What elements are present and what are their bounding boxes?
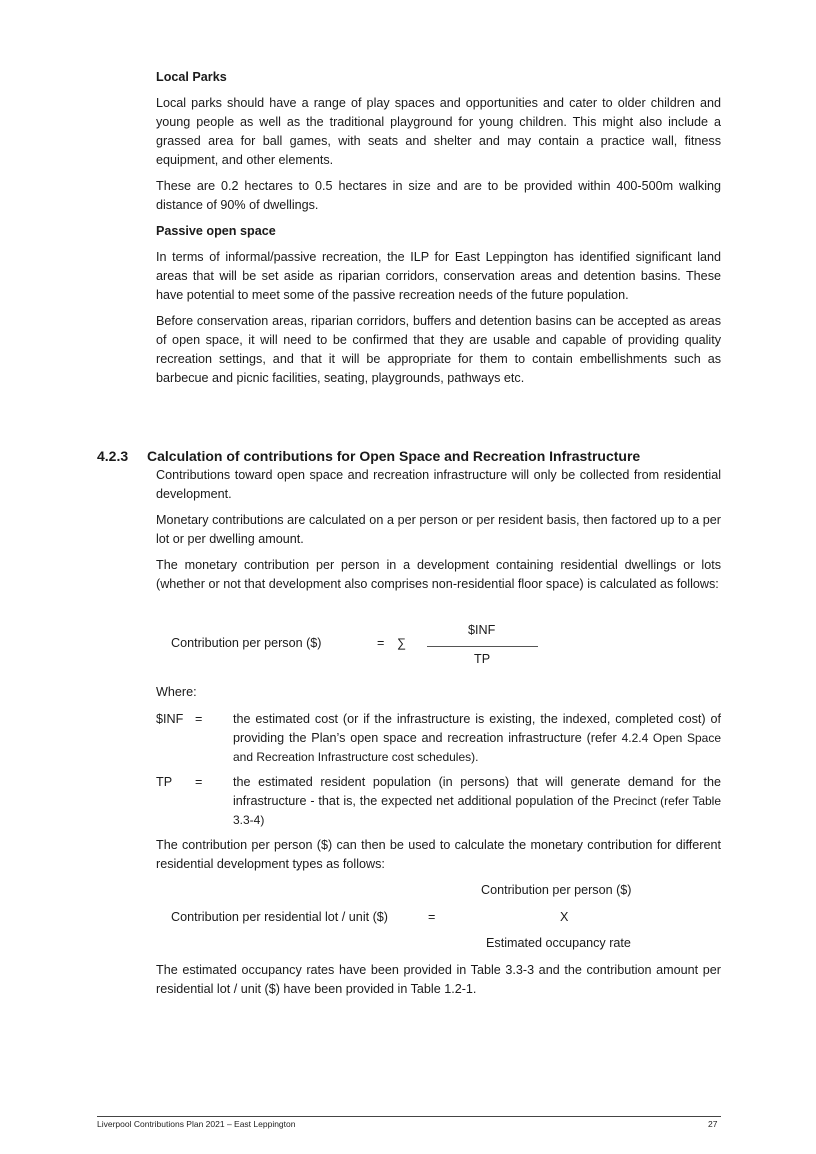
- closing-block: [156, 961, 721, 999]
- page-number: 27: [708, 1119, 718, 1129]
- section-paragraph-3: The monetary contribution per person in a development containing residential dwellings or lots (whether or not that development also comprises non-residential floor space) is calculated as follows:: [156, 558, 721, 591]
- after-block: [156, 836, 721, 874]
- formula2-multiply: X: [560, 910, 569, 924]
- formula1-lhs: Contribution per person ($): [171, 636, 322, 650]
- passive-heading: Passive open space: [156, 224, 276, 238]
- tp-definition-ref: Precinct (refer Table 3.3-4): [233, 794, 722, 827]
- inf-definition-text: the estimated cost (or if the infrastructure is existing, the indexed, completed cost) of providing the Plan’s open space and recreation infrastructure (refer: [233, 712, 721, 745]
- inf-term: $INF: [156, 712, 184, 726]
- closing-paragraph: The estimated occupancy rates have been provided in Table 3.3-3 and the contribution amount per residential lot / unit ($) have been provided in Table 1.2-1.: [156, 963, 721, 996]
- section-number: 4.2.3: [97, 448, 129, 464]
- formula2-top: Contribution per person ($): [481, 883, 632, 897]
- local-parks-heading: Local Parks: [156, 70, 227, 84]
- formula1-numerator: $INF: [468, 623, 496, 637]
- tp-equals: =: [195, 775, 203, 789]
- inf-definition: [233, 710, 721, 767]
- formula2-bottom: Estimated occupancy rate: [486, 936, 631, 950]
- section-title: Calculation of contributions for Open Space and Recreation Infrastructure: [147, 448, 641, 464]
- tp-term: TP: [156, 775, 173, 789]
- footer-rule: [97, 1116, 721, 1117]
- section-heading: [97, 448, 640, 464]
- formula1-equals: =: [377, 636, 385, 650]
- passive-paragraph-1: In terms of informal/passive recreation, the ILP for East Leppington has identified significant land areas that will be set aside as riparian corridors, conservation areas and detention basins. These have potential to meet some of the passive recreation needs of the future population.: [156, 250, 721, 302]
- footer-title: Liverpool Contributions Plan 2021 – East Leppington: [97, 1119, 296, 1129]
- local-parks-paragraph-1: Local parks should have a range of play spaces and opportunities and cater to older children and young people as well as the traditional playground for young children. This might also include a grassed area for ball games, with seats and shelter and may contain a practice wall, fitness equipment, and other elements.: [156, 96, 721, 167]
- sigma-symbol: ∑: [397, 636, 406, 650]
- tp-definition: [233, 773, 721, 830]
- formula1-denominator: TP: [474, 652, 491, 666]
- local-parks-paragraph-2: These are 0.2 hectares to 0.5 hectares in size and are to be provided within 400-500m walking distance of 90% of dwellings.: [156, 179, 721, 212]
- local-parks-block: [156, 68, 721, 388]
- formula2-equals: =: [428, 910, 436, 924]
- formula2-lhs: Contribution per residential lot / unit ($): [171, 910, 389, 924]
- section-body: [156, 466, 721, 594]
- inf-definition-ref: 4.2.4 Open Space and Recreation Infrastructure cost schedules).: [233, 731, 721, 764]
- passive-paragraph-2: Before conservation areas, riparian corridors, buffers and detention basins can be accepted as areas of open space, it will need to be confirmed that they are usable and capable of providing quality recreation settings, and that it will be appropriate for them to contain embellishments such as barbecue and picnic facilities, seating, playgrounds, pathways etc.: [156, 314, 721, 385]
- where-label: Where:: [156, 685, 197, 699]
- after-paragraph: The contribution per person ($) can then be used to calculate the monetary contribution for different residential development types as follows:: [156, 838, 721, 871]
- section-paragraph-1: Contributions toward open space and recreation infrastructure will only be collected from residential development.: [156, 468, 721, 501]
- section-paragraph-2: Monetary contributions are calculated on a per person or per resident basis, then factored up to a per lot or per dwelling amount.: [156, 513, 721, 546]
- tp-definition-text: the estimated resident population (in persons) that will generate demand for the infrastructure - that is, the expected net additional population of the: [233, 775, 721, 808]
- inf-equals: =: [195, 712, 203, 726]
- fraction-line: [427, 646, 538, 647]
